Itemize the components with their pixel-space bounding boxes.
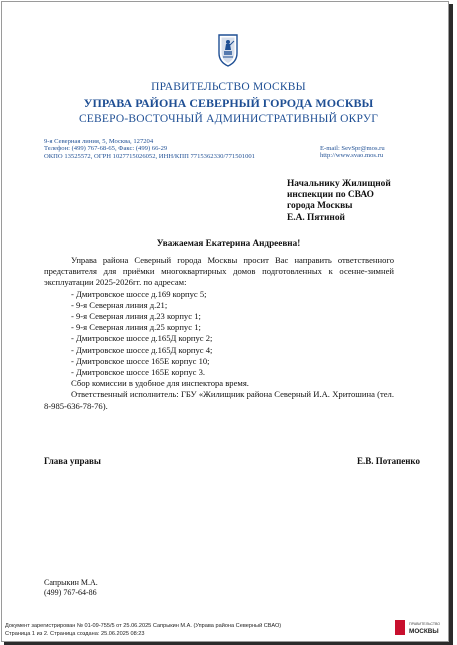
signatory-name: Е.В. Потапенко (357, 456, 420, 466)
address-item: - 9-я Северная линия д.21; (71, 299, 168, 310)
addressee-line: инспекции по СВАО (287, 190, 374, 201)
registration-line: Документ зарегистрирован № 01-09-755/5 от 25.06.2025 Сапрыкин М.А. (Управа района Северный СВАО) (5, 623, 282, 629)
page-info-line: Страница 1 из 2. Страница создана: 25.06.2025 08:23 (5, 631, 145, 637)
letterhead-online-contacts (320, 145, 385, 160)
address-item: - Дмитровское шоссе 165Е корпус 3. (71, 367, 206, 378)
addressee-block (287, 179, 391, 224)
letterhead-address: 9-я Северная линия, 5, Москва, 127204 (44, 138, 154, 145)
addressee-line: города Москвы (287, 201, 353, 212)
registration-footer (5, 622, 281, 638)
address-item: - Дмитровское шоссе 165Е корпус 10; (71, 355, 210, 366)
letterhead-email: E-mail: SevSpr@mos.ru (320, 145, 385, 152)
signatory-title: Глава управы (44, 456, 101, 466)
footer-logo-caption: ПРАВИТЕЛЬСТВО (409, 622, 441, 626)
address-item: - Дмитровское шоссе д.165Д корпус 4; (71, 344, 213, 355)
address-item: - 9-я Северная линия д.23 корпус 1; (71, 311, 201, 322)
executor-name: Сапрыкин М.А. (44, 578, 98, 587)
letterhead-government: ПРАВИТЕЛЬСТВО МОСКВЫ (151, 81, 306, 93)
letterhead-okrug: СЕВЕРО-ВОСТОЧНЫЙ АДМИНИСТРАТИВНЫЙ ОКРУГ (78, 113, 379, 125)
address-item: - 9-я Северная линия д.25 корпус 1; (71, 322, 201, 333)
executor-block (44, 578, 98, 598)
address-item: - Дмитровское шоссе д.165Д корпус 2; (71, 333, 213, 344)
assembly-note: Сбор комиссии в удобное для инспектора время. (71, 378, 249, 389)
executor-phone: (499) 767-64-86 (44, 588, 97, 597)
letterhead-codes: ОКПО 13525572, ОГРН 1027715026052, ИНН/КПП 7715362330/771501001 (44, 152, 255, 160)
letterhead-phones: Телефон: (499) 767-68-65, Факс: (499) 66-29 (44, 145, 168, 153)
moscow-coat-of-arms-icon (217, 33, 239, 67)
letterhead-contacts (44, 138, 255, 160)
letterhead-district-council: УПРАВА РАЙОНА СЕВЕРНЫЙ ГОРОДА МОСКВЫ (83, 96, 374, 110)
responsible-person: Ответственный исполнитель: ГБУ «Жилищник района Северный И.А. Хритошина (тел. 8-985-636-78-76). (44, 389, 394, 411)
greeting: Уважаемая Екатерина Андреевна! (156, 238, 301, 248)
footer-logo-title: МОСКВЫ (409, 628, 439, 635)
intro-paragraph: Управа района Северный города Москвы просит Вас направить ответственного представителя для приёмки многоквартирных домов подготовленных к осенне-зимней эксплуатации 2025-2026гг. по адресам: (44, 255, 394, 288)
letter-body (44, 255, 394, 412)
addressee-line: Начальнику Жилищной (287, 179, 391, 189)
moscow-government-logo-icon (395, 620, 405, 635)
addressee-line: Е.А. Пятиной (287, 212, 345, 223)
signature-row (44, 456, 420, 466)
address-item: - Дмитровское шоссе д.169 корпус 5; (71, 288, 207, 299)
letterhead-website: http://www.svao.mos.ru (320, 152, 384, 160)
